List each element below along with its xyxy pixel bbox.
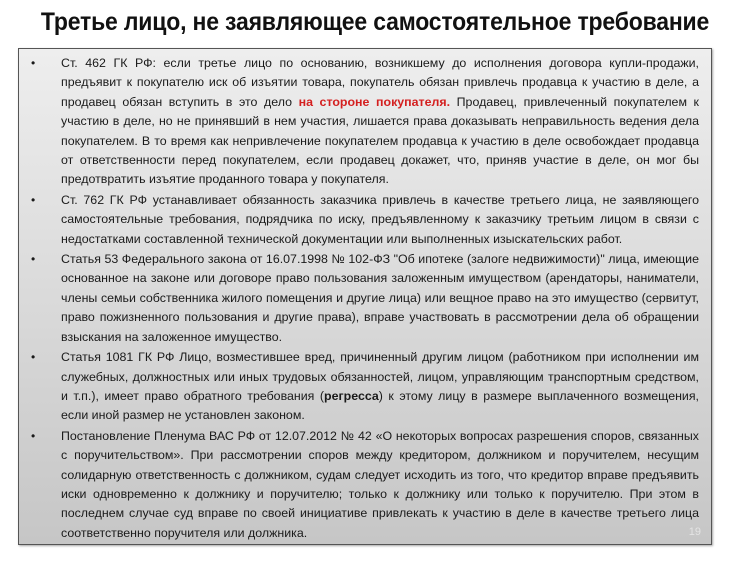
bold-term: регресса xyxy=(324,388,379,403)
bullet-icon: • xyxy=(31,350,36,365)
bullet-list xyxy=(19,49,711,543)
bullet-text: Статья 1081 ГК РФ Лицо, возместившее вред, причиненный другим лицом (работником при исполнении им служебных, должностных или иных трудовых обязанностей, лицом, управляющим транспортным средством, и т.п.), имеет право обратного требования ( xyxy=(61,350,699,403)
bullet-text: Ст. 762 ГК РФ устанавливает обязанность заказчика привлечь в качестве третьего лица, не заявляющего самостоятельные требования, подрядчика по иску, предъявленному к заказчику третьим лицом в связи с недостатками составленной технической документации или выполненных изыскательских работ. xyxy=(61,192,699,246)
bullet-text-continued: Продавец, привлеченный покупателем к участию в деле, но не принявший в нем участия, лишается права доказывать неправильность ведения дела покупателем. В то время как непривлечение покупателем продавца к участию в деле освобождает продавца от ответственности перед покупателем, если продавец докажет, что, приняв участие в деле, он мог бы предотвратить изъятие проданного товара у покупателя. xyxy=(61,94,699,187)
page-number: 19 xyxy=(688,526,701,538)
slide-title: Третье лицо, не заявляющее самостоятельное требование xyxy=(40,8,710,36)
highlighted-text: на стороне покупателя. xyxy=(298,94,451,109)
bullet-item-article-53 xyxy=(27,250,699,347)
bullet-item-article-1081 xyxy=(27,348,699,426)
bullet-text-continued: ) к этому лицу в размере выплаченного возмещения, если иной размер не установлен законом. xyxy=(61,388,699,423)
content-box xyxy=(18,48,712,545)
bullet-icon: • xyxy=(31,252,36,267)
bullet-icon: • xyxy=(31,192,36,207)
bullet-text: Статья 53 Федерального закона от 16.07.1998 № 102-ФЗ "Об ипотеке (залоге недвижимости)" лица, имеющие основанное на законе или договоре право пользования заложенным имуществом (арендаторы, наниматели, члены семьи собственника жилого помещения и другие лица) или вещное право на это имущество (сервитут, право пожизненного пользования и другие права), вправе участвовать в рассмотрении дела об обращении взыскания на заложенное имущество. xyxy=(61,252,699,344)
bullet-icon: • xyxy=(31,428,36,443)
bullet-item-article-762 xyxy=(27,191,699,249)
bullet-item-plenum-resolution xyxy=(27,427,699,543)
bullet-text: Постановление Пленума ВАС РФ от 12.07.2012 № 42 «О некоторых вопросах разрешения споров, связанных с поручительством». При рассмотрении споров между кредитором, должником и поручителем, несущим солидарную ответственность с должником, судам следует исходить из того, что кредитор вправе предъявить иски одновременно к должнику и поручителю; только к должнику или только к поручителю. При этом в последнем случае суд вправе по своей инициативе привлекать к участию в деле в качестве третьего лица соответственно поручителя или должника. xyxy=(61,428,699,540)
bullet-text: Ст. 462 ГК РФ: если третье лицо по основанию, возникшему до исполнения договора купли-продажи, предъявит к покупателю иск об изъятии товара, покупатель обязан привлечь продавца к участию в деле, а продавец обязан вступить в это дело xyxy=(61,56,699,109)
bullet-item-article-462 xyxy=(27,54,699,190)
bullet-icon: • xyxy=(31,56,36,70)
